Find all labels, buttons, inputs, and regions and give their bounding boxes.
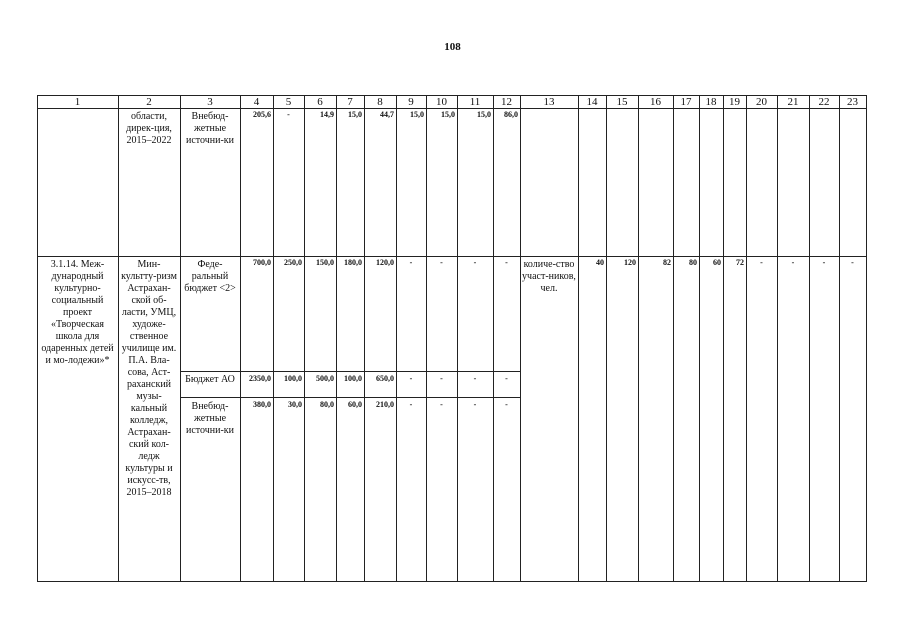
column-header: 6	[317, 96, 323, 108]
value-cell: 60,0	[348, 400, 362, 409]
column-header: 1	[74, 96, 81, 108]
value-cell: 15,0	[441, 110, 455, 119]
value-cell: -	[473, 374, 477, 383]
value-cell: 210,0	[376, 400, 394, 409]
funding-source-cell: Феде-ральный бюджет <2>	[184, 259, 236, 294]
column-header: 16	[650, 96, 661, 108]
value-cell: 15,0	[477, 110, 491, 119]
column-header: 18	[705, 96, 717, 108]
indicator-value: 72	[736, 258, 744, 267]
column-header: 19	[729, 96, 740, 108]
value-cell: 500,0	[316, 374, 334, 383]
column-header: 22	[818, 96, 830, 108]
value-cell: 700,0	[253, 258, 271, 267]
indicator-value: 120	[624, 258, 636, 267]
column-header: 13	[543, 96, 555, 108]
value-cell: 180,0	[344, 258, 362, 267]
value-cell: -	[505, 374, 508, 383]
indicator-value: -	[791, 258, 795, 267]
value-cell: -	[473, 400, 477, 409]
value-cell: 380,0	[253, 400, 271, 409]
value-cell: 80,0	[320, 400, 334, 409]
value-cell: 15,0	[410, 110, 424, 119]
page-number: 108	[444, 41, 461, 53]
column-header: 2	[146, 96, 152, 108]
funding-source-cell: Бюджет АО	[185, 374, 235, 385]
value-cell: 250,0	[284, 258, 302, 267]
value-cell: 14,9	[320, 110, 334, 119]
value-cell: -	[409, 400, 413, 409]
value-cell: 120,0	[376, 258, 394, 267]
indicator-value: 40	[596, 258, 604, 267]
column-header: 14	[586, 96, 598, 108]
value-cell: -	[287, 110, 290, 119]
value-cell: 100,0	[344, 374, 362, 383]
value-cell: 2350,0	[249, 374, 271, 383]
indicator-value: -	[822, 258, 826, 267]
value-cell: -	[409, 374, 413, 383]
column-header: 23	[847, 96, 858, 108]
value-cell: 100,0	[284, 374, 302, 383]
column-header: 12	[501, 96, 512, 108]
column-header: 4	[253, 96, 260, 108]
value-cell: 30,0	[288, 400, 302, 409]
value-cell: -	[473, 258, 477, 267]
value-cell: -	[409, 258, 413, 267]
column-header: 3	[207, 96, 213, 108]
executor-cell: области, дирек-ция, 2015–2022	[126, 111, 172, 146]
column-header: 15	[616, 96, 628, 108]
column-header: 7	[347, 96, 353, 108]
column-header: 9	[408, 96, 414, 108]
executor-cell: Мин-культту-ризм Астрахан-ской об-ласти, УМЦ, художе-ственное училище им. П.А. Вла-сова, Аст-раханский музы-кальный колледж, Астрахан-ский кол-ледж культуры и искусс-тв, 2015–2018	[121, 259, 177, 498]
value-cell: -	[440, 374, 443, 383]
column-header: 20	[756, 96, 767, 108]
funding-source-cell: Внебюд-жетные источни-ки	[185, 401, 235, 436]
indicator-value: 60	[713, 258, 721, 267]
column-header: 10	[436, 96, 447, 108]
value-cell: 150,0	[316, 258, 334, 267]
value-cell: 15,0	[348, 110, 362, 119]
value-cell: 650,0	[376, 374, 394, 383]
value-cell: 205,6	[253, 110, 271, 119]
column-header: 21	[787, 96, 799, 108]
indicator-value: 80	[689, 258, 697, 267]
column-header: 11	[469, 96, 481, 108]
column-header: 5	[285, 96, 292, 108]
value-cell: -	[440, 258, 443, 267]
indicator-value: 82	[663, 258, 671, 267]
value-cell: 44,7	[380, 110, 394, 119]
indicator-value: -	[851, 258, 854, 267]
event-name-cell: 3.1.14. Меж-дународный культурно-социальный проект «Творческая школа для одаренных детей и мо-лодежи»*	[41, 259, 114, 366]
value-cell: -	[505, 400, 508, 409]
column-header: 8	[377, 96, 383, 108]
indicator-cell: количе-ство участ-ников, чел.	[522, 259, 576, 294]
value-cell: -	[440, 400, 443, 409]
funding-source-cell: Внебюд-жетные источни-ки	[185, 111, 235, 146]
value-cell: -	[505, 258, 508, 267]
value-cell: 86,0	[504, 110, 518, 119]
indicator-value: -	[760, 258, 763, 267]
column-header: 17	[680, 96, 692, 108]
